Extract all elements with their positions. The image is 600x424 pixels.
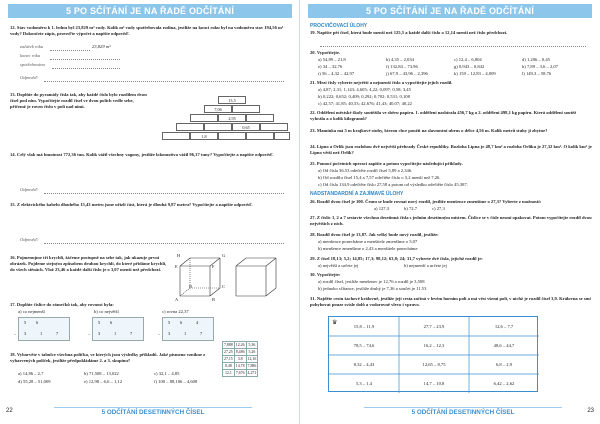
pyramid-cell[interactable] (246, 114, 274, 122)
pyramid-cell[interactable] (232, 105, 260, 113)
table-cell[interactable]: 12,26 (235, 342, 245, 347)
digit: 5 (168, 320, 171, 325)
q20-item: g) 0,943 – 0,842 (454, 64, 485, 69)
q20-item: a) 54,89 – 21,8 (318, 57, 346, 62)
q27-text: Z číslic 1, 2 a 7 sestavte všechna desetinná čísla s jedním desetinným místem. Číslice se v čísle nesmí opakovat. Potom vypočítejte rozdíl dvou největších z nich. (310, 215, 592, 226)
pyramid-cell[interactable] (246, 132, 274, 140)
vertex-label: C (222, 284, 225, 289)
page-number: 23 (587, 408, 594, 414)
digit: 7 (56, 331, 59, 336)
q12 (10, 25, 292, 37)
digit: 5 (24, 320, 27, 325)
pyramid-cell[interactable] (176, 123, 204, 131)
grid-cell[interactable]: 15,8 – 11,9 (353, 324, 375, 329)
digit: 3 (98, 331, 101, 336)
q26-num: 26. (310, 199, 316, 204)
q12-answer-label: Odpověď: (20, 75, 39, 80)
q20-item: l) 149,3 – 58,76 (522, 71, 552, 76)
q25-line-b: b) Od rozdílu čísel 15,4 a 7,57 odečtěte číslo o 3,2 menší než 7,26. (318, 175, 441, 180)
q22-text: Oddělení městské školy soutěžila ve sběru papíru. 1. oddělení nasbírala 456,7 kg a 2. oddělení 498,1 kg papíru. Která oddělení soutěž vyhrála a o kolik kilogramů? (310, 110, 577, 121)
q12-answer-line[interactable] (44, 81, 284, 82)
minus-sign: – (88, 331, 91, 336)
q13-num: 13. (10, 92, 16, 97)
q12-value-start: 23,829 m³ (92, 44, 111, 49)
digit: 7 (200, 331, 203, 336)
q20-item: b) 4,35 – 2,034 (386, 57, 414, 62)
q19-answer-line[interactable] (320, 46, 586, 47)
table-cell[interactable]: 4,271 (247, 370, 257, 375)
q18-item-f: f) 100 – 88,106 – 4,608 (154, 379, 198, 384)
left-banner: 5 PO SČÍTÁNÍ JE NA ŘADĚ ODČÍTÁNÍ (8, 4, 292, 18)
pyramid-cell[interactable] (190, 114, 218, 122)
q20-item: j) 67,9 – 43,96 – 2,396 (386, 71, 428, 76)
grid-cell[interactable]: 5,3 – 1,4 (355, 381, 373, 386)
q20-item: k) 159 – 12,83 – 4,009 (454, 71, 496, 76)
q25-line-a: a) Od čísla 36,53 odečtěte rozdíl čísel 5,89 a 2,346. (318, 168, 413, 173)
table-row (223, 342, 258, 349)
minus-sign: – (158, 331, 161, 336)
q17-option-c: c) rovna 22,37 (162, 309, 189, 314)
cube-right (236, 258, 276, 296)
table-cell[interactable]: 7,888 (224, 342, 233, 347)
q16 (10, 255, 172, 273)
table-row (223, 356, 258, 363)
q20-num: 20. (310, 50, 316, 55)
q29 (310, 256, 592, 262)
q20 (310, 50, 340, 56)
digit: 3 (24, 331, 27, 336)
section-practice: PROCVIČOVACÍ ÚLOHY (310, 23, 368, 29)
q20-item: f) 132,84 – 73,96 (386, 64, 418, 69)
q26-option-c[interactable]: c) 27,3 (432, 206, 445, 211)
q31-text: Najděte cestu šachové královně, jestliže její cesta začíná v levém horním poli a má vést všemi poli, v nichž je rozdíl čísel 3,9. Královna se smí pohybovat pouze svisle dolů a vodorovně vlevo i vpravo. (310, 296, 591, 307)
vertex-label: H (177, 253, 181, 258)
pyramid-cell[interactable]: 0,65 (232, 123, 260, 131)
footer-title: 5 ODČÍTÁNÍ DESETINNÝCH ČÍSEL (54, 407, 252, 417)
right-banner: 5 PO SČÍTÁNÍ JE NA ŘADĚ ODČÍTÁNÍ (308, 4, 592, 18)
digit: 4 (196, 320, 199, 325)
q19 (310, 30, 592, 36)
q20-item: i) 56 – 4,32 – 42,97 (318, 71, 355, 76)
grid-cell[interactable]: 78,5 – 74,6 (353, 343, 375, 348)
digit: 6 (110, 320, 113, 325)
section-advanced: NADSTANDARDNÍ A ZAJÍMAVÉ ÚLOHY (310, 191, 404, 197)
q14-answer-label: Odpověď: (20, 187, 39, 192)
left-footer (8, 407, 292, 416)
q18-num: 18. (10, 352, 16, 357)
right-page (300, 0, 600, 424)
q18-item-b: b) 71,508 – 13,022 (84, 371, 119, 376)
grid-cell[interactable]: 27,7 – 23,9 (423, 324, 445, 329)
pyramid-cell[interactable] (274, 132, 290, 140)
pyramid-cell[interactable]: 2,95 (218, 114, 246, 122)
digit: 6 (180, 320, 183, 325)
cube-figure (176, 254, 286, 300)
table-cell[interactable]: 7,676 (235, 370, 245, 375)
q17-option-b: b) co největší (94, 309, 119, 314)
q18-item-d: d) 55,28 – 51,009 (18, 379, 51, 384)
table-cell[interactable]: 3,8 (234, 356, 246, 363)
q30 (310, 272, 340, 278)
table-cell[interactable]: 8,486 (235, 349, 245, 354)
pyramid-cell[interactable]: 7,06 (204, 105, 232, 113)
q27-num: 27. (310, 215, 316, 220)
queen-grid (328, 316, 538, 392)
q17-option-a: a) co nejmenší (18, 309, 45, 314)
q28-line-b: b) menšence zmenšíme o 2,43 a menšitele ponecháme (318, 246, 418, 251)
vertex-label: F (212, 264, 215, 269)
grid-cell[interactable]: 12,65 – 8,75 (422, 362, 446, 367)
q25 (310, 161, 592, 167)
q13-text: Doplňte do pyramidy čísla tak, aby každé číslo bylo rozdílem dvou čísel pod ním. Vypočítejte rozdíl čísel ve dvou polích vedle sebe, přičemž je roven číslu v poli nad nimi. (10, 92, 147, 109)
q12-label-used: spotřebováno (20, 62, 46, 67)
q16-num: 16. (10, 255, 16, 260)
q22-num: 22. (310, 110, 316, 115)
q26-text: Rozdíl dvou čísel je 100. Čemu se bude rovnat nový rozdíl, jestliže menšence zmenšíme o 27,3? Vyberte z možností: (316, 199, 542, 204)
q12-line-start (50, 50, 90, 51)
q30-line-b: b) jednoho sčítance, jestliže druhý je 7,36 a součet je 11,53 (318, 286, 427, 291)
page-number: 22 (6, 408, 13, 414)
q24 (310, 144, 592, 156)
q30-title: Vypočítejte: (316, 272, 341, 277)
pyramid-cell[interactable]: 13,5 (218, 96, 246, 104)
q12-line-used (52, 68, 120, 69)
pyramid-cell[interactable] (204, 123, 232, 131)
q24-text: Lipno a Orlík jsou rozlohou dvě největší přehrady České republiky. Rozloha Lipna je 48,7 km² a rozloha Orlíku je 27,32 km². O kolik km² je Lipno větší než Orlík? (310, 144, 592, 155)
digit: 1 (114, 331, 117, 336)
vertex-label: D (189, 284, 193, 289)
q20-item: c) 12,4 – 6,804 (454, 57, 482, 62)
q28 (310, 232, 592, 238)
grid-cell[interactable]: 6,42 – 2,62 (493, 381, 515, 386)
digit: 5 (98, 320, 101, 325)
q31-num: 31. (310, 296, 316, 301)
q13 (10, 92, 150, 110)
q12-num: 12. (10, 25, 16, 30)
digit: 6 (36, 320, 39, 325)
q20-item: h) 7,89 – 3,6 – 2,07 (522, 64, 558, 69)
table-cell[interactable]: 8,48 (223, 363, 235, 370)
q18-item-a: a) 14,86 – 2,7 (18, 371, 44, 376)
q14 (10, 152, 292, 158)
q28-text: Rozdíl dvou čísel je 13,87. Jak velký bude nový rozdíl, jestliže: (316, 232, 439, 237)
q18-item-c: c) 32,1 – 4,85 (154, 371, 180, 376)
q29-num: 29. (310, 256, 316, 261)
table-cell[interactable]: 27,25 (224, 349, 233, 354)
q28-num: 28. (310, 232, 316, 237)
q15-answer-line[interactable] (44, 243, 284, 244)
q16-text: Pojmenujme tři krychli, žáčeme postupně na sebe tak, jak ukazuje první obrázek. Pojdeme stejným způsobem druhou krychli, do které přidáme krychli, do všech stěnách. Vlož 23,46 a každé další číslo je o 3,07 menší než předchozí. (10, 255, 167, 272)
q14-text: Celý vlak má hmotnost 772,36 tun. Kolik vážil všechny vagony, jestliže lokomotiva vážil 96,37 tuny? Vypočítejte a napište odpověď. (16, 152, 274, 157)
q29-option-a: a) největší a určete jej (318, 263, 359, 268)
table-cell[interactable]: 5,36 (246, 342, 258, 349)
digit: 1 (40, 331, 43, 336)
right-footer (308, 407, 592, 416)
queen-icon: ♛ (332, 320, 338, 326)
q15-num: 15. (10, 202, 16, 207)
q17-num: 17. (10, 302, 16, 307)
q23 (310, 128, 592, 134)
q30-num: 30. (310, 272, 316, 277)
q12-label-end: konec roku (20, 53, 41, 58)
q24-num: 24. (310, 144, 316, 149)
q18-table (222, 341, 258, 377)
pyramid-cell[interactable] (218, 132, 246, 140)
q21-text: Mezi čísly vyberte největší a nejmenší číslo a vypočítejte jejich rozdíl. (316, 80, 453, 85)
q18 (10, 352, 210, 364)
pyramid-cell[interactable] (260, 123, 288, 131)
q19-num: 19. (310, 30, 316, 35)
digit: 1 (184, 331, 187, 336)
table-cell[interactable]: 7,886 (247, 363, 257, 368)
q17-text: Doplňte číslice do rámečků tak, aby rovnost byla: (16, 302, 114, 307)
pyramid-cell[interactable] (162, 132, 190, 140)
q29-text: Z čísel 18,13; 5,2; 14,85; 17,3; 98,12; 63,8; 24; 31,7 vyberte dvě čísla, jejichž rozdíl je: (316, 256, 483, 261)
table-row (223, 363, 258, 370)
q15-text: Z elektrického kabelu dlouhého 15,43 metru jsme uřízli část, která je dlouhá 9,87 metru? Vypočítejte a napište odpověď. (16, 202, 253, 207)
vertex-label: E (175, 264, 178, 269)
q20-item: d) 1,206 – 0,45 (522, 57, 550, 62)
q25-line-c: c) Od čísla 134,9 odečtěte číslo 27,58 a potom od výsledku odečtěte číslo 45,387. (318, 182, 468, 187)
table-cell[interactable]: 12,1 (223, 370, 235, 377)
q14-answer-line[interactable] (44, 193, 284, 194)
grid-cell[interactable]: 48,6 – 44,7 (493, 343, 515, 348)
minus-sign: – (14, 331, 17, 336)
table-row (223, 370, 258, 377)
q26 (310, 199, 592, 205)
vertex-label: B (212, 297, 215, 302)
q23-text: Mamínka má 5 m krajkové stuhy, kterou chce použít na slavnostní ubrus o délce 4,56 m. Kolik metrů stuhy jí zbytne? (316, 128, 548, 133)
grid-cell[interactable]: 8,32 – 4,43 (353, 362, 375, 367)
q26-option-b[interactable]: b) 72,7 (404, 206, 418, 211)
grid-cell[interactable]: 14,7 – 10,8 (423, 381, 445, 386)
q26-option-a[interactable]: a) 127,3 (374, 206, 390, 211)
q21-line-c: c) 42,57; 41,85; 40,53; 42,676; 41,43; 40,07; 40,22 (318, 101, 412, 106)
q18-item-e: e) 12,98 – 6,6 – 1,12 (84, 379, 123, 384)
q29-option-b: b) nejmenší a určete jej (404, 263, 447, 268)
q15-answer-label: Odpověď: (20, 237, 39, 242)
table-cell[interactable]: 5,26 (246, 349, 258, 356)
q20-item: e) 34 – 32,76 (318, 64, 343, 69)
grid-cell[interactable]: 12,6 – 7,7 (494, 324, 514, 329)
q21 (310, 80, 592, 86)
q12-text: Stav vodoměru k 1. lednu byl 23,829 m³ vody. Kolik m³ vody spotřebovala rodina, jestliže na konci roku byl na vodoměru stav 194,56 m³ vody? Dokončete zápis, proveďte výpočet a napište odpověď. (10, 25, 284, 36)
footer-title: 5 ODČÍTÁNÍ DESETINNÝCH ČÍSEL (364, 407, 562, 417)
q28-line-a: a) menšence ponecháme a menšitele zmenšíme o 5,07 (318, 239, 418, 244)
q25-num: 25. (310, 161, 316, 166)
q17 (10, 302, 210, 308)
pyramid-cell[interactable]: 1,8 (190, 132, 218, 140)
table-row (223, 349, 258, 356)
q31 (310, 296, 592, 308)
digit: 7 (130, 331, 133, 336)
grid-cell[interactable]: 6,8 – 2,9 (495, 362, 513, 367)
q19-text: Napište pět čísel, která bude menší než 125,5 a každé další číslo o 12,14 menší než číslo předchozí. (316, 30, 508, 35)
q14-num: 14. (10, 152, 16, 157)
q12-line-end (50, 59, 120, 60)
table-cell[interactable]: 12,16 (247, 356, 257, 361)
q18-text: Vybarvěte v tabulce všechna políčka, ve kterých jsou výsledky příkladů. Jaké písmeno vznikne z vybarvených políček, jestliže předpokládáme 2. a 3. skupinu? (10, 352, 206, 363)
vertex-label: G (222, 253, 226, 258)
vertex-label: A (175, 297, 179, 302)
q22 (310, 110, 592, 122)
digit: 3 (168, 331, 171, 336)
grid-cell[interactable]: 16,2 – 12,3 (423, 343, 445, 348)
q21-line-a: a) 4,87; 2,31; 1,143; 4,605; 4,22; 0,097; 0,58; 3,45 (318, 87, 411, 92)
table-cell[interactable]: 14,78 (235, 363, 245, 368)
q12-label-start: začátek roku (20, 44, 44, 49)
q25-text: Pomocí početních operací zapište a potom vypočítejte následující příklady. (316, 161, 463, 166)
q30-line-a: a) rozdíl čísel, jestliže menšenec je 12,76 a rozdíl je 3,508 (318, 279, 425, 284)
q27 (310, 215, 592, 227)
table-cell[interactable]: 27,15 (224, 356, 233, 361)
q21-num: 21. (310, 80, 316, 85)
q21-line-b: b) 0,222; 0,652; 0,409; 0,292; 0,702; 0,531; 0,108 (318, 94, 410, 99)
q23-num: 23. (310, 128, 316, 133)
q15 (10, 202, 292, 208)
q20-title: Vypočítejte. (316, 50, 341, 55)
